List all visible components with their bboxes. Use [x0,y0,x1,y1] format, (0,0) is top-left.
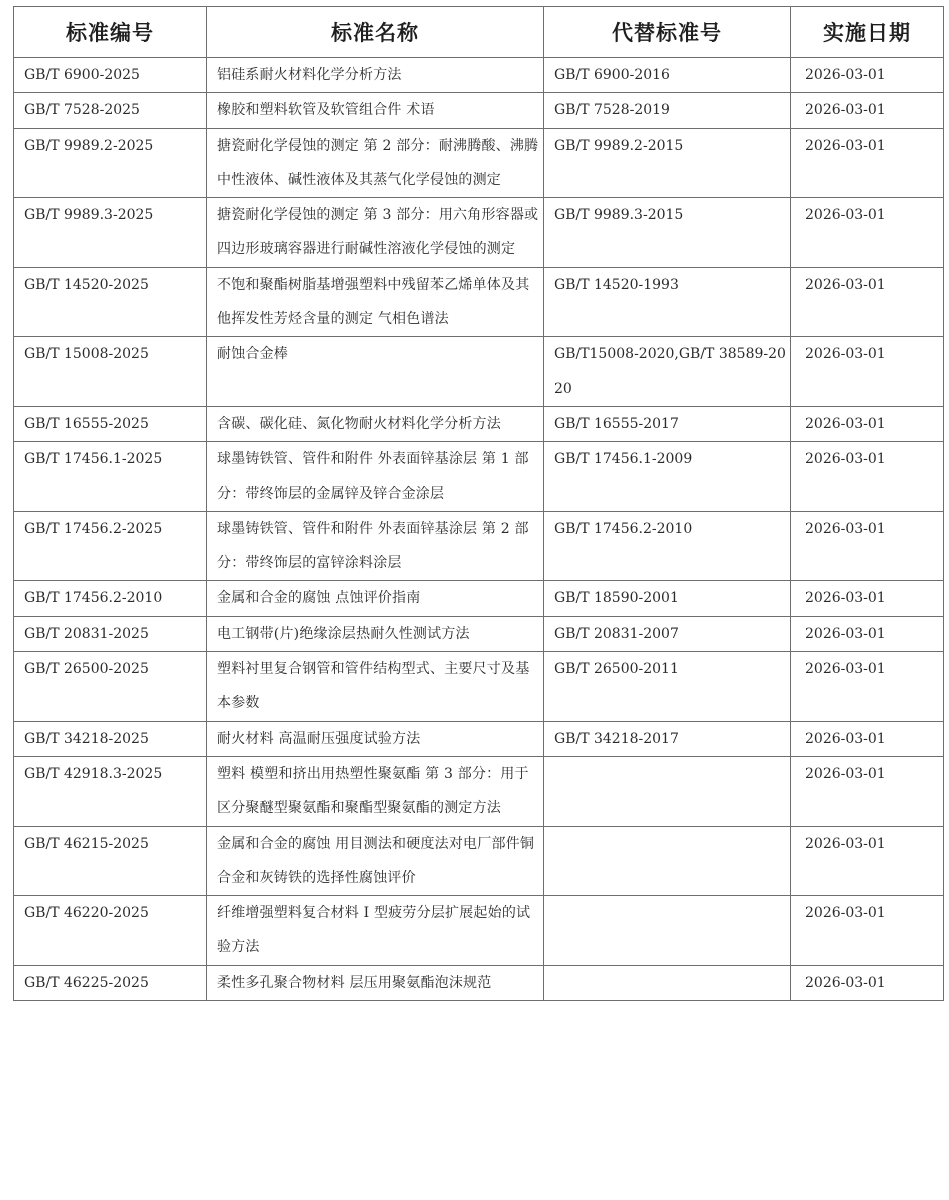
replaced-standard-cell: GB/T 17456.1-2009 [544,442,791,512]
standard-code-cell: GB/T 7528-2025 [14,93,207,128]
table-row [14,616,944,651]
standard-name-cell: 耐火材料 高温耐压强度试验方法 [207,721,544,756]
table-row [14,406,944,441]
effective-date-cell: 2026-03-01 [791,721,944,756]
table-row [14,721,944,756]
table-row [14,652,944,722]
header-replaced-standard: 代替标准号 [544,7,791,58]
table-row [14,581,944,616]
standard-code-cell: GB/T 16555-2025 [14,406,207,441]
replaced-standard-cell: GB/T 14520-1993 [544,267,791,337]
table-row [14,267,944,337]
standard-name-cell: 搪瓷耐化学侵蚀的测定 第 2 部分：耐沸腾酸、沸腾中性液体、碱性液体及其蒸气化学侵蚀的测定 [207,128,544,198]
effective-date-cell: 2026-03-01 [791,58,944,93]
effective-date-cell: 2026-03-01 [791,616,944,651]
standard-code-cell: GB/T 20831-2025 [14,616,207,651]
table-row [14,128,944,198]
replaced-standard-cell [544,826,791,896]
effective-date-cell: 2026-03-01 [791,896,944,966]
standard-code-cell: GB/T 17456.2-2010 [14,581,207,616]
table-row [14,58,944,93]
effective-date-cell: 2026-03-01 [791,581,944,616]
replaced-standard-cell: GB/T15008-2020,GB/T 38589-2020 [544,337,791,407]
standard-code-cell: GB/T 46225-2025 [14,965,207,1000]
standard-name-cell: 橡胶和塑料软管及软管组合件 术语 [207,93,544,128]
standard-name-cell: 耐蚀合金棒 [207,337,544,407]
effective-date-cell: 2026-03-01 [791,267,944,337]
effective-date-cell: 2026-03-01 [791,128,944,198]
table-row [14,198,944,268]
standard-name-cell: 搪瓷耐化学侵蚀的测定 第 3 部分：用六角形容器或四边形玻璃容器进行耐碱性溶液化学侵蚀的测定 [207,198,544,268]
replaced-standard-cell: GB/T 7528-2019 [544,93,791,128]
effective-date-cell: 2026-03-01 [791,198,944,268]
replaced-standard-cell [544,896,791,966]
effective-date-cell: 2026-03-01 [791,826,944,896]
standard-code-cell: GB/T 17456.1-2025 [14,442,207,512]
effective-date-cell: 2026-03-01 [791,406,944,441]
standards-table [13,6,944,1001]
table-row [14,965,944,1000]
replaced-standard-cell [544,756,791,826]
table-row [14,896,944,966]
standard-code-cell: GB/T 6900-2025 [14,58,207,93]
replaced-standard-cell: GB/T 20831-2007 [544,616,791,651]
standard-code-cell: GB/T 17456.2-2025 [14,511,207,581]
replaced-standard-cell: GB/T 26500-2011 [544,652,791,722]
standard-code-cell: GB/T 9989.3-2025 [14,198,207,268]
effective-date-cell: 2026-03-01 [791,756,944,826]
effective-date-cell: 2026-03-01 [791,965,944,1000]
standard-name-cell: 含碳、碳化硅、氮化物耐火材料化学分析方法 [207,406,544,441]
replaced-standard-cell: GB/T 9989.3-2015 [544,198,791,268]
standard-name-cell: 金属和合金的腐蚀 用目测法和硬度法对电厂部件铜合金和灰铸铁的选择性腐蚀评价 [207,826,544,896]
standard-code-cell: GB/T 9989.2-2025 [14,128,207,198]
standard-code-cell: GB/T 26500-2025 [14,652,207,722]
table-row [14,337,944,407]
standard-name-cell: 纤维增强塑料复合材料 I 型疲劳分层扩展起始的试验方法 [207,896,544,966]
header-standard-name: 标准名称 [207,7,544,58]
replaced-standard-cell [544,965,791,1000]
standard-code-cell: GB/T 46215-2025 [14,826,207,896]
standard-code-cell: GB/T 14520-2025 [14,267,207,337]
effective-date-cell: 2026-03-01 [791,511,944,581]
effective-date-cell: 2026-03-01 [791,442,944,512]
standard-code-cell: GB/T 34218-2025 [14,721,207,756]
standard-name-cell: 不饱和聚酯树脂基增强塑料中残留苯乙烯单体及其他挥发性芳烃含量的测定 气相色谱法 [207,267,544,337]
table-header [14,7,944,58]
header-standard-code: 标准编号 [14,7,207,58]
replaced-standard-cell: GB/T 34218-2017 [544,721,791,756]
standard-name-cell: 塑料 模塑和挤出用热塑性聚氨酯 第 3 部分：用于区分聚醚型聚氨酯和聚酯型聚氨酯的测定方法 [207,756,544,826]
effective-date-cell: 2026-03-01 [791,337,944,407]
header-effective-date: 实施日期 [791,7,944,58]
table-row [14,93,944,128]
standard-name-cell: 电工钢带(片)绝缘涂层热耐久性测试方法 [207,616,544,651]
standard-name-cell: 铝硅系耐火材料化学分析方法 [207,58,544,93]
standard-code-cell: GB/T 46220-2025 [14,896,207,966]
table-row [14,826,944,896]
standard-code-cell: GB/T 15008-2025 [14,337,207,407]
table-row [14,511,944,581]
effective-date-cell: 2026-03-01 [791,652,944,722]
standard-name-cell: 塑料衬里复合钢管和管件结构型式、主要尺寸及基本参数 [207,652,544,722]
standard-name-cell: 球墨铸铁管、管件和附件 外表面锌基涂层 第 1 部分：带终饰层的金属锌及锌合金涂层 [207,442,544,512]
replaced-standard-cell: GB/T 16555-2017 [544,406,791,441]
replaced-standard-cell: GB/T 6900-2016 [544,58,791,93]
table-row [14,756,944,826]
effective-date-cell: 2026-03-01 [791,93,944,128]
header-row [14,7,944,58]
standard-name-cell: 柔性多孔聚合物材料 层压用聚氨酯泡沫规范 [207,965,544,1000]
standard-code-cell: GB/T 42918.3-2025 [14,756,207,826]
replaced-standard-cell: GB/T 18590-2001 [544,581,791,616]
replaced-standard-cell: GB/T 9989.2-2015 [544,128,791,198]
standard-name-cell: 球墨铸铁管、管件和附件 外表面锌基涂层 第 2 部分：带终饰层的富锌涂料涂层 [207,511,544,581]
table-body [14,58,944,1001]
table-row [14,442,944,512]
replaced-standard-cell: GB/T 17456.2-2010 [544,511,791,581]
standard-name-cell: 金属和合金的腐蚀 点蚀评价指南 [207,581,544,616]
